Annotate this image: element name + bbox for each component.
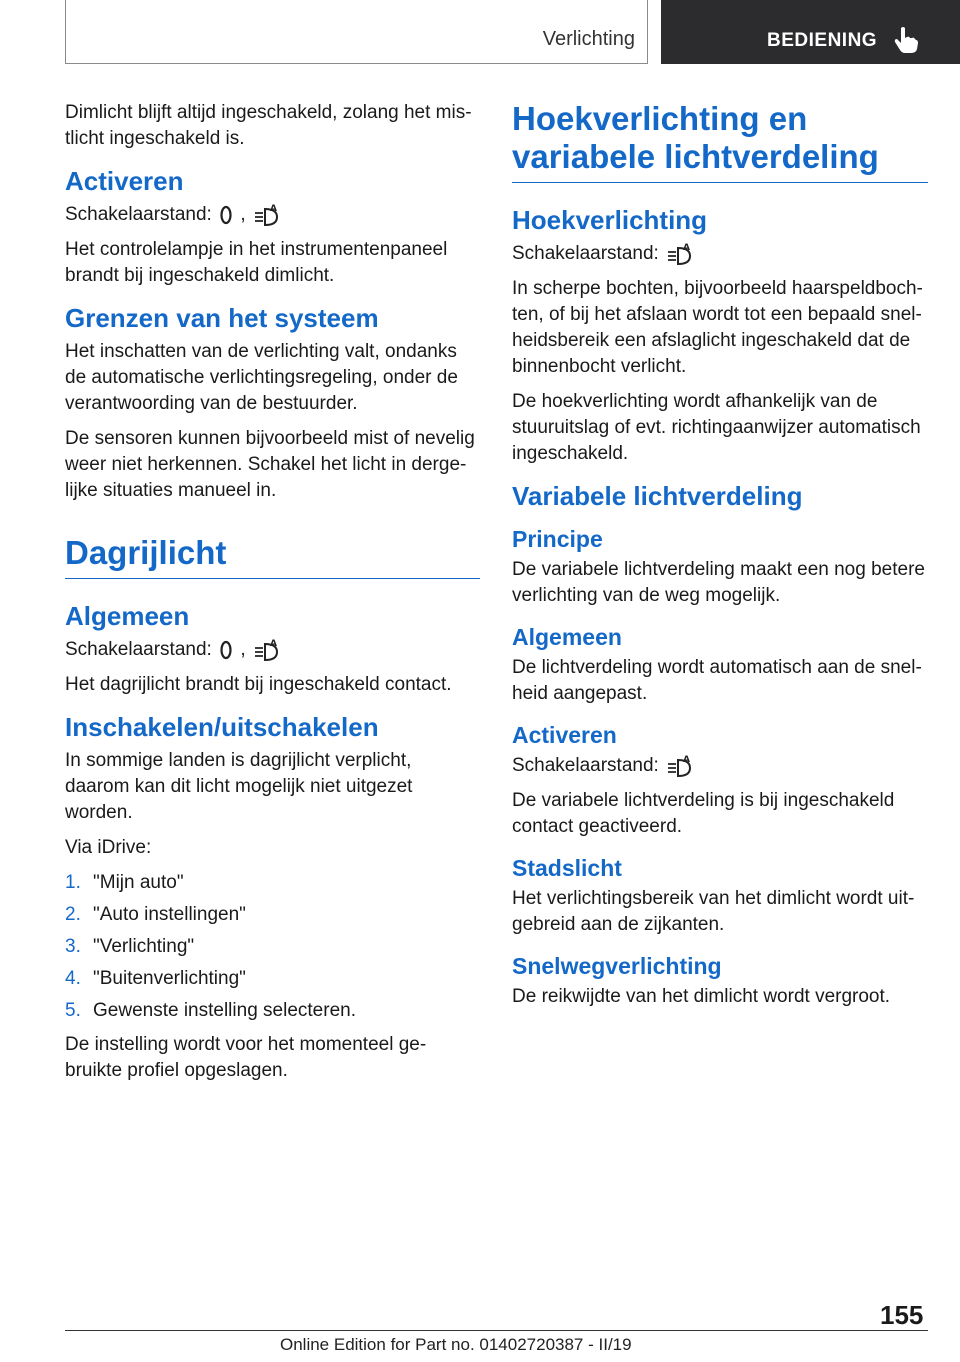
- intro-paragraph: Dimlicht blijft altijd ingeschakeld, zolang het mis-tlicht ingeschakeld is.: [65, 102, 472, 149]
- grenzen-paragraph-2: De sensoren kunnen bijvoorbeeld mist of nevelig weer niet herkennen. Schakel het licht in derge-lijke situaties manueel in.: [65, 428, 475, 501]
- activeren-text-right: De variabele lichtverdeling is bij ingeschakeld contact geactiveerd.: [512, 790, 895, 837]
- page-number: 155: [880, 1300, 924, 1330]
- svg-text:A: A: [683, 754, 691, 765]
- list-item: 5. Gewenste instelling selecteren.: [65, 1000, 356, 1021]
- switch-label: Schakelaarstand:: [65, 204, 212, 225]
- header-section-box: [65, 0, 648, 64]
- inschakelen-text: In sommige landen is dagrijlicht verplicht, daarom kan dit licht mogelijk niet uitgezet worden.: [65, 750, 413, 823]
- footer-edition: Online Edition for Part no. 01402720387 - II/19: [280, 1335, 632, 1354]
- header-chapter-box: [661, 0, 960, 64]
- principe-text: De variabele lichtverdeling maakt een nog betere verlichting van de weg mogelijk.: [512, 559, 925, 606]
- list-item: 4. "Buitenverlichting": [65, 968, 246, 989]
- footer-divider: [65, 1330, 928, 1331]
- auto-light-icon: [253, 203, 281, 227]
- header-section-title: Verlichting: [542, 28, 635, 50]
- heading-stadslicht: Stadslicht: [512, 855, 622, 881]
- heading-algemeen-left: Algemeen: [65, 601, 190, 631]
- svg-text:A: A: [269, 203, 277, 214]
- switch-zero-icon: [219, 639, 233, 661]
- svg-text:A: A: [269, 638, 277, 649]
- list-item: 1. "Mijn auto": [65, 872, 184, 893]
- via-idrive: Via iDrive:: [65, 837, 152, 858]
- heading-dagrijlicht: Dagrijlicht: [65, 534, 480, 579]
- hoek-switch-line: [512, 241, 928, 267]
- hoek-paragraph-2: De hoekverlichting wordt afhankelijk van de stuuruitslag of evt. richtingaanwijzer automatisch ingeschakeld.: [512, 391, 921, 464]
- heading-activeren: Activeren: [65, 166, 184, 196]
- algemeen-text-left: Het dagrijlicht brandt bij ingeschakeld contact.: [65, 674, 452, 695]
- heading-hoekverlichting: Hoekverlichting: [512, 205, 708, 235]
- left-column: [65, 100, 480, 1093]
- heading-variabele: Variabele lichtverdeling: [512, 481, 803, 511]
- list-item: 2. "Auto instellingen": [65, 904, 246, 925]
- switch-separator: ,: [240, 204, 246, 225]
- auto-light-icon: [666, 242, 694, 266]
- hoek-paragraph-1: In scherpe bochten, bijvoorbeeld haarspeldboch-ten, of bij het afslaan wordt tot een bepaald snel-heidsbereik een afslaglicht ingeschakeld dat de binnenbocht verlicht.: [512, 278, 923, 377]
- heading-activeren-right: Activeren: [512, 722, 617, 748]
- list-item: 3. "Verlichting": [65, 936, 195, 957]
- switch-separator: ,: [240, 639, 246, 660]
- activeren-switch-line-right: [512, 753, 928, 779]
- heading-hoekverlichting-main: Hoekverlichting en variabele lichtverdeling: [512, 100, 928, 183]
- heading-algemeen-right: Algemeen: [512, 624, 622, 650]
- activeren-switch-line: [65, 202, 480, 228]
- switch-label: Schakelaarstand:: [512, 243, 659, 264]
- heading-snelwegverlichting: Snelwegverlichting: [512, 953, 722, 979]
- heading-principe: Principe: [512, 526, 603, 552]
- activeren-text: Het controlelampje in het instrumentenpaneel brandt bij ingeschakeld dimlicht.: [65, 239, 448, 286]
- algemeen-switch-line: [65, 637, 480, 663]
- pointing-hand-icon: [893, 26, 919, 54]
- svg-text:A: A: [683, 242, 691, 253]
- idrive-steps-list: [65, 870, 480, 1024]
- switch-label: Schakelaarstand:: [65, 639, 212, 660]
- grenzen-paragraph-1: Het inschatten van de verlichting valt, ondanks de automatische verlichtingsregeling, onder de verantwoording van de bestuurder.: [65, 341, 458, 414]
- right-column: [512, 100, 928, 1019]
- auto-light-icon: [666, 754, 694, 778]
- auto-light-icon: [253, 638, 281, 662]
- stadslicht-text: Het verlichtingsbereik van het dimlicht wordt uit-gebreid aan de zijkanten.: [512, 888, 915, 935]
- heading-inschakelen: Inschakelen/uitschakelen: [65, 712, 379, 742]
- snelweg-text: De reikwijdte van het dimlicht wordt vergroot.: [512, 986, 891, 1007]
- algemeen-text-right: De lichtverdeling wordt automatisch aan de snel-heid aangepast.: [512, 657, 922, 704]
- header-chapter-title: BEDIENING: [767, 30, 878, 51]
- switch-zero-icon: [219, 204, 233, 226]
- outro-paragraph: De instelling wordt voor het momenteel ge-bruikte profiel opgeslagen.: [65, 1034, 427, 1081]
- heading-grenzen: Grenzen van het systeem: [65, 303, 379, 333]
- switch-label: Schakelaarstand:: [512, 755, 659, 776]
